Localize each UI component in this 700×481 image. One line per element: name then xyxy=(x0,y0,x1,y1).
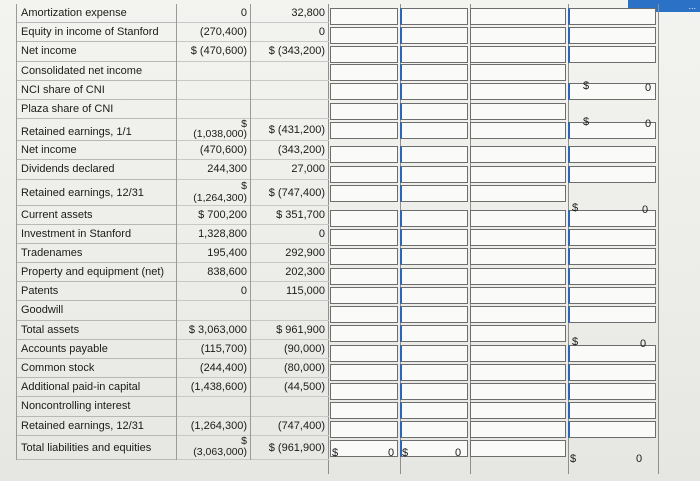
entry-input[interactable] xyxy=(470,46,566,63)
cell-value: $ (1,264,300) xyxy=(177,180,251,206)
cell-value: 292,900 xyxy=(251,244,329,263)
entry-input[interactable] xyxy=(330,325,398,342)
entry-input[interactable] xyxy=(330,364,398,381)
row-label: Common stock xyxy=(17,359,177,378)
cell-value: 27,000 xyxy=(251,160,329,179)
cell-value: (747,400) xyxy=(251,417,329,436)
grid-line xyxy=(658,4,659,474)
entry-input[interactable] xyxy=(330,46,398,63)
entry-input[interactable] xyxy=(470,268,566,285)
entry-input[interactable] xyxy=(330,287,398,304)
entry-input[interactable] xyxy=(470,27,566,44)
entry-input[interactable] xyxy=(470,440,566,457)
row-label: Patents xyxy=(17,282,177,301)
entry-input[interactable] xyxy=(568,146,656,163)
cell-value: 244,300 xyxy=(177,160,251,179)
cell-value: $ (961,900) xyxy=(251,436,329,460)
cell-value: $ (747,400) xyxy=(251,180,329,206)
total-value: 0 xyxy=(645,82,652,94)
entry-input[interactable] xyxy=(470,122,566,139)
cell-value xyxy=(177,62,251,81)
entry-input[interactable] xyxy=(400,122,468,139)
cell-value: (1,438,600) xyxy=(177,378,251,397)
entry-input[interactable] xyxy=(568,229,656,246)
cell-value xyxy=(177,100,251,119)
entry-input[interactable] xyxy=(330,146,398,163)
entry-input[interactable] xyxy=(400,83,468,100)
entry-input[interactable] xyxy=(330,210,398,227)
parent-column xyxy=(176,4,251,460)
entry-input[interactable] xyxy=(330,64,398,81)
row-label: Tradenames xyxy=(17,244,177,263)
entry-input[interactable] xyxy=(330,229,398,246)
cell-value: 838,600 xyxy=(177,263,251,282)
entry-input[interactable] xyxy=(470,185,566,202)
cell-value xyxy=(251,397,329,416)
cell-value xyxy=(251,62,329,81)
cell-value: 32,800 xyxy=(251,4,329,23)
entry-input[interactable] xyxy=(330,103,398,120)
entry-input[interactable] xyxy=(400,103,468,120)
row-label: Total assets xyxy=(17,321,177,340)
total-dollar: $ xyxy=(572,202,579,214)
cell-value: 195,400 xyxy=(177,244,251,263)
entry-input[interactable] xyxy=(330,268,398,285)
cell-value: $ (470,600) xyxy=(177,42,251,61)
cell-value: 0 xyxy=(177,282,251,301)
cell-value: 0 xyxy=(177,4,251,23)
row-label: Amortization expense xyxy=(17,4,177,23)
cell-value: 115,000 xyxy=(251,282,329,301)
row-label: Investment in Stanford xyxy=(17,225,177,244)
entry-input[interactable] xyxy=(568,364,656,381)
entry-input[interactable] xyxy=(400,402,468,419)
entry-input[interactable] xyxy=(330,122,398,139)
row-label: Net income xyxy=(17,141,177,160)
cell-value: (80,000) xyxy=(251,359,329,378)
entry-input[interactable] xyxy=(400,345,468,362)
row-label: Goodwill xyxy=(17,301,177,320)
cell-value: (470,600) xyxy=(177,141,251,160)
entry-input[interactable] xyxy=(400,421,468,438)
cell-value: $ 351,700 xyxy=(251,206,329,225)
row-label: Noncontrolling interest xyxy=(17,397,177,416)
entry-input[interactable] xyxy=(568,402,656,419)
entry-input[interactable] xyxy=(330,345,398,362)
total-value: 0 xyxy=(455,447,462,459)
cell-value xyxy=(177,301,251,320)
row-label: Retained earnings, 12/31 xyxy=(17,417,177,436)
row-label: Retained earnings, 12/31 xyxy=(17,180,177,206)
entry-input[interactable] xyxy=(400,210,468,227)
entry-input[interactable] xyxy=(330,185,398,202)
entry-input[interactable] xyxy=(330,27,398,44)
entry-input[interactable] xyxy=(400,185,468,202)
entry-input[interactable] xyxy=(470,364,566,381)
entry-input[interactable] xyxy=(470,383,566,400)
cell-value: 1,328,800 xyxy=(177,225,251,244)
cell-value: $ (3,063,000) xyxy=(177,436,251,460)
entry-input[interactable] xyxy=(568,248,656,265)
cell-value: (1,264,300) xyxy=(177,417,251,436)
total-value: 0 xyxy=(640,338,647,350)
entry-input[interactable] xyxy=(470,287,566,304)
entry-input[interactable] xyxy=(330,166,398,183)
row-label: Retained earnings, 1/1 xyxy=(17,119,177,141)
entry-input[interactable] xyxy=(400,364,468,381)
total-value: 0 xyxy=(645,118,652,130)
cell-value: (270,400) xyxy=(177,23,251,42)
cell-value: 0 xyxy=(251,225,329,244)
row-label: Equity in income of Stanford xyxy=(17,23,177,42)
entry-input[interactable] xyxy=(400,64,468,81)
entry-input[interactable] xyxy=(568,268,656,285)
entry-input[interactable] xyxy=(568,421,656,438)
entry-input[interactable] xyxy=(400,268,468,285)
entry-input[interactable] xyxy=(568,306,656,323)
entry-input[interactable] xyxy=(400,8,468,25)
entry-input[interactable] xyxy=(330,402,398,419)
row-label: Consolidated net income xyxy=(17,62,177,81)
entry-input[interactable] xyxy=(568,287,656,304)
entry-input[interactable] xyxy=(400,46,468,63)
entry-input[interactable] xyxy=(330,306,398,323)
cell-value: (90,000) xyxy=(251,340,329,359)
total-dollar: $ xyxy=(572,336,579,348)
corner-button[interactable]: ... xyxy=(628,0,700,12)
entry-input[interactable] xyxy=(470,306,566,323)
cell-value: $ 961,900 xyxy=(251,321,329,340)
row-label: Accounts payable xyxy=(17,340,177,359)
entry-input[interactable] xyxy=(470,146,566,163)
row-label: Dividends declared xyxy=(17,160,177,179)
entry-input[interactable] xyxy=(470,325,566,342)
cell-value: $ 700,200 xyxy=(177,206,251,225)
cell-value xyxy=(251,100,329,119)
row-label: Property and equipment (net) xyxy=(17,263,177,282)
entry-input[interactable] xyxy=(400,325,468,342)
total-value: 0 xyxy=(636,453,643,465)
entry-input[interactable] xyxy=(400,229,468,246)
entry-input[interactable] xyxy=(470,83,566,100)
cell-value: (244,400) xyxy=(177,359,251,378)
entry-input[interactable] xyxy=(470,210,566,227)
entry-input[interactable] xyxy=(470,64,566,81)
cell-value xyxy=(177,397,251,416)
entry-input[interactable] xyxy=(400,248,468,265)
entry-input[interactable] xyxy=(400,287,468,304)
total-dollar: $ xyxy=(570,453,577,465)
cell-value: $ (1,038,000) xyxy=(177,119,251,141)
entry-input[interactable] xyxy=(568,27,656,44)
entry-input[interactable] xyxy=(470,345,566,362)
entry-input[interactable] xyxy=(568,166,656,183)
total-dollar: $ xyxy=(332,447,339,459)
cell-value: (343,200) xyxy=(251,141,329,160)
entry-input[interactable] xyxy=(400,27,468,44)
cell-value: (44,500) xyxy=(251,378,329,397)
entry-input[interactable] xyxy=(330,383,398,400)
entry-input[interactable] xyxy=(400,383,468,400)
entry-input[interactable] xyxy=(400,306,468,323)
entry-input[interactable] xyxy=(470,103,566,120)
row-label: Total liabilities and equities xyxy=(17,436,177,460)
row-label: Plaza share of CNI xyxy=(17,100,177,119)
entry-input[interactable] xyxy=(330,248,398,265)
entry-input[interactable] xyxy=(400,146,468,163)
total-dollar: $ xyxy=(583,116,590,128)
cell-value: $ (431,200) xyxy=(251,119,329,141)
cell-value xyxy=(251,301,329,320)
entry-input[interactable] xyxy=(330,83,398,100)
entry-input[interactable] xyxy=(330,421,398,438)
total-value: 0 xyxy=(642,204,649,216)
entry-input[interactable] xyxy=(568,122,656,139)
cell-value: $ 3,063,000 xyxy=(177,321,251,340)
entry-input[interactable] xyxy=(568,383,656,400)
entry-input[interactable] xyxy=(470,402,566,419)
row-labels xyxy=(16,4,177,460)
cell-value: $ (343,200) xyxy=(251,42,329,61)
entry-input[interactable] xyxy=(330,8,398,25)
cell-value: 0 xyxy=(251,23,329,42)
entry-input[interactable] xyxy=(470,248,566,265)
subsidiary-column xyxy=(250,4,329,460)
entry-input[interactable] xyxy=(400,166,468,183)
row-label: Additional paid-in capital xyxy=(17,378,177,397)
entry-input[interactable] xyxy=(568,83,656,100)
cell-value xyxy=(177,81,251,100)
entry-input[interactable] xyxy=(470,421,566,438)
cell-value: (115,700) xyxy=(177,340,251,359)
entry-input[interactable] xyxy=(568,46,656,63)
entry-input[interactable] xyxy=(470,8,566,25)
total-value: 0 xyxy=(388,447,395,459)
entry-input[interactable] xyxy=(568,8,656,25)
row-label: Net income xyxy=(17,42,177,61)
row-label: Current assets xyxy=(17,206,177,225)
entry-input[interactable] xyxy=(470,229,566,246)
row-label: NCI share of CNI xyxy=(17,81,177,100)
entry-input[interactable] xyxy=(470,166,566,183)
cell-value xyxy=(251,81,329,100)
cell-value: 202,300 xyxy=(251,263,329,282)
total-dollar: $ xyxy=(583,80,590,92)
total-dollar: $ xyxy=(402,447,409,459)
